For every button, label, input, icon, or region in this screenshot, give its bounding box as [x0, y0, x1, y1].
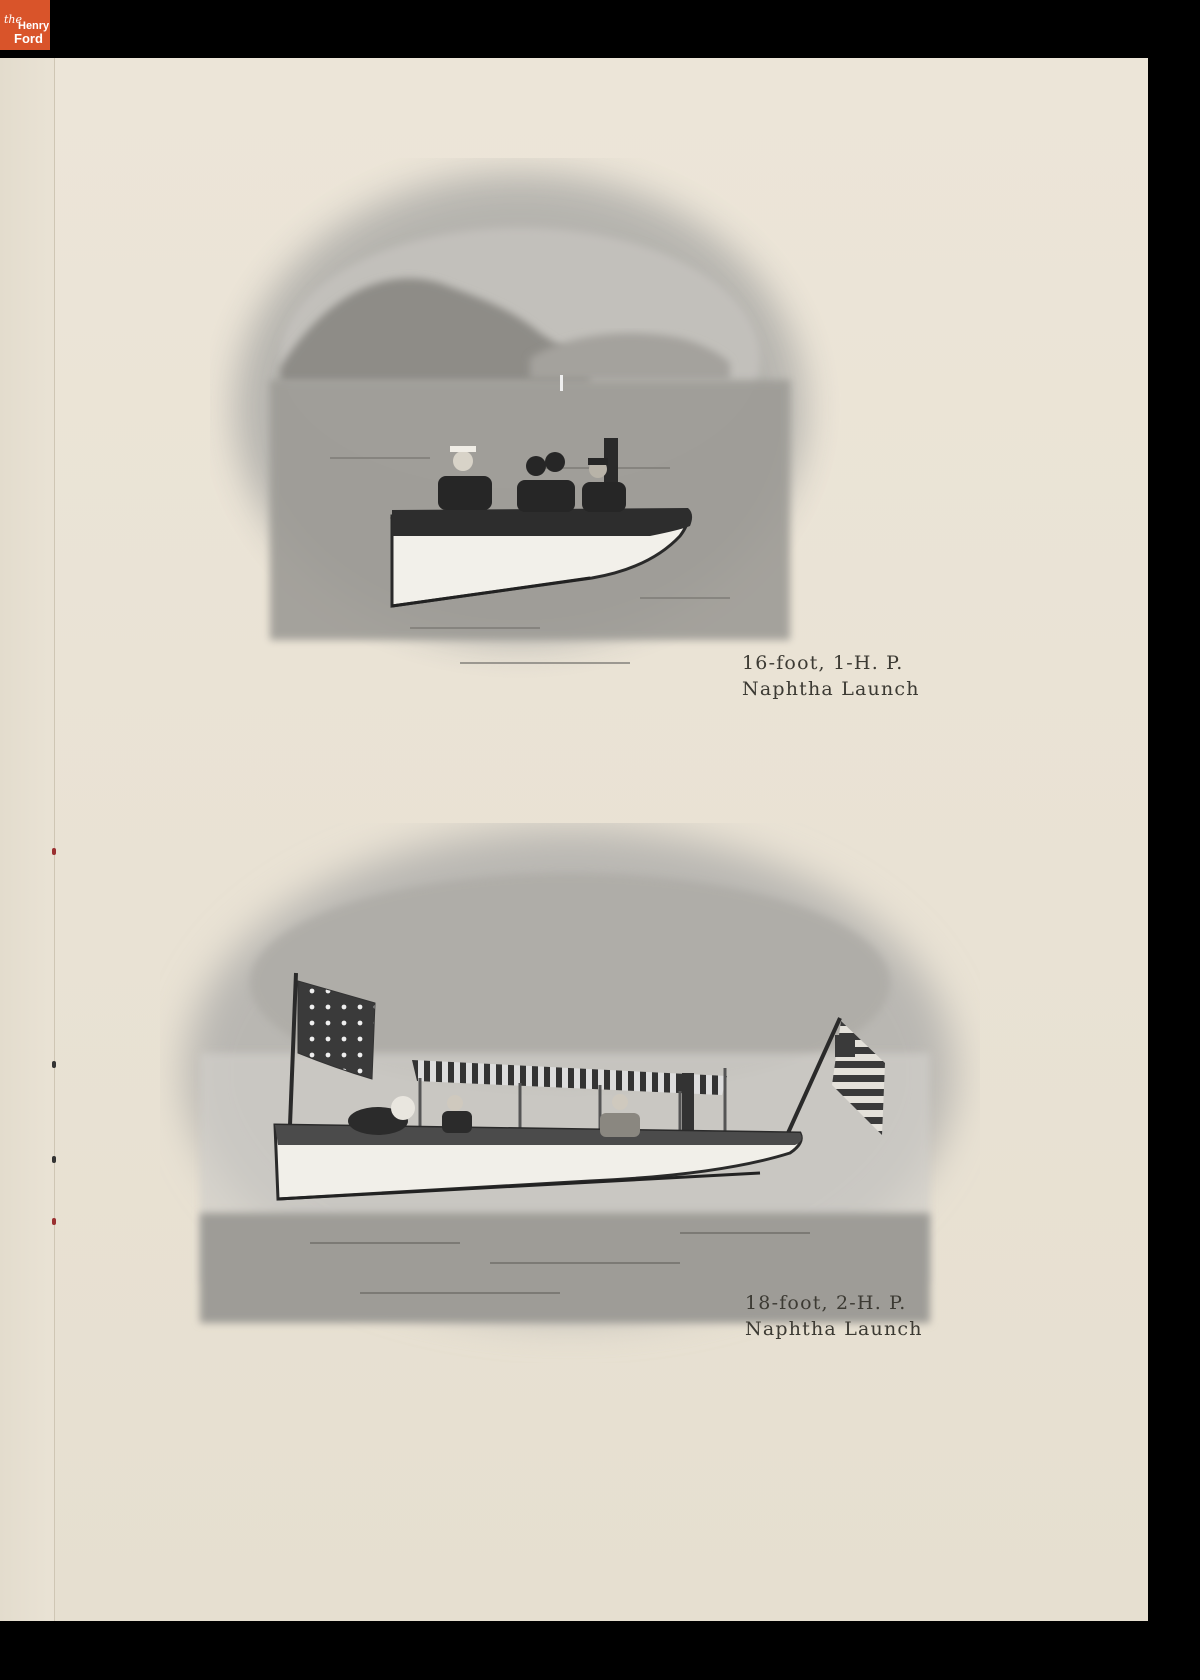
photo-18-foot-launch: [160, 823, 980, 1363]
caption-16-foot-launch: [742, 650, 920, 702]
binding-stitch: [52, 848, 56, 855]
caption-line: 16-foot, 1-H. P.: [742, 652, 904, 674]
caption-line: Naphtha Launch: [745, 1318, 923, 1340]
photo-16-foot-launch: [210, 158, 850, 678]
binding-stitch: [52, 1156, 56, 1163]
logo-text-ford: Ford: [14, 31, 43, 46]
caption-line: 18-foot, 2-H. P.: [745, 1292, 907, 1314]
catalog-page: [0, 58, 1148, 1621]
henry-ford-logo: [0, 0, 50, 50]
caption-line: Naphtha Launch: [742, 678, 920, 700]
logo-text-henry: Henry: [18, 20, 50, 32]
logo-text-the: the: [4, 13, 23, 26]
page-gutter: [0, 58, 55, 1621]
caption-18-foot-launch: [745, 1290, 923, 1342]
binding-stitch: [52, 1218, 56, 1225]
binding-stitch: [52, 1061, 56, 1068]
